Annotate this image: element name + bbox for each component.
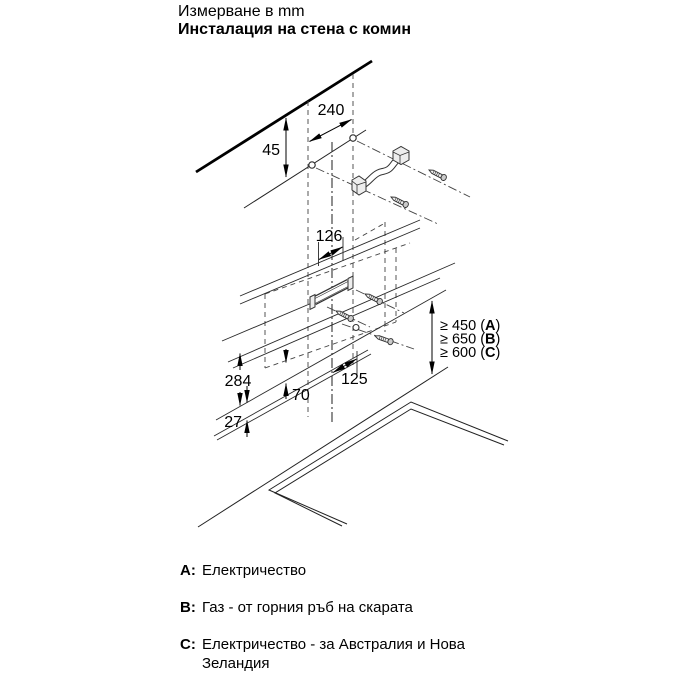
svg-text:≥ 650 (B): ≥ 650 (B): [440, 331, 501, 348]
dim-70: [286, 349, 310, 404]
svg-text:≥ 600 (C): ≥ 600 (C): [440, 345, 501, 361]
countertop-outline: [198, 367, 508, 527]
ceiling-line: [196, 61, 372, 172]
dim-27: [224, 386, 247, 437]
svg-text:45: 45: [262, 142, 280, 159]
svg-text:240: 240: [317, 102, 345, 119]
legend-text: Електричество: [202, 562, 307, 579]
svg-text:27: 27: [224, 414, 242, 431]
dim-clearance: [432, 301, 500, 374]
measure-note: Измерване в mm: [178, 3, 305, 20]
title-block: [178, 3, 411, 39]
mid-screws: [335, 291, 394, 345]
legend-key: A:: [180, 562, 196, 579]
legend-item-c: [180, 635, 494, 673]
dim-126: [316, 228, 343, 266]
lower-anchor-hole: [353, 325, 359, 331]
legend: [180, 561, 494, 691]
legend-key: C:: [180, 636, 196, 653]
svg-text:126: 126: [315, 228, 343, 245]
hood-body-lines: [214, 220, 455, 440]
legend-item-b: [180, 598, 494, 617]
top-screws: [390, 167, 448, 208]
legend-key: B:: [180, 599, 196, 616]
legend-text: Газ - от горния ръб на скарата: [202, 599, 413, 616]
dim-240: [310, 102, 352, 142]
page-title: Инсталация на стена с комин: [178, 21, 411, 38]
legend-item-a: [180, 561, 494, 580]
chimney-bracket: [352, 147, 409, 196]
svg-text:284: 284: [224, 373, 252, 390]
dim-125: [333, 351, 368, 388]
legend-text: Електричество - за Австралия и Нова Зеландия: [202, 636, 465, 672]
svg-text:125: 125: [341, 371, 368, 388]
svg-text:≥ 450 (A): ≥ 450 (A): [440, 318, 501, 334]
projection-dashed-lines: [308, 74, 385, 417]
svg-text:70: 70: [292, 387, 310, 404]
